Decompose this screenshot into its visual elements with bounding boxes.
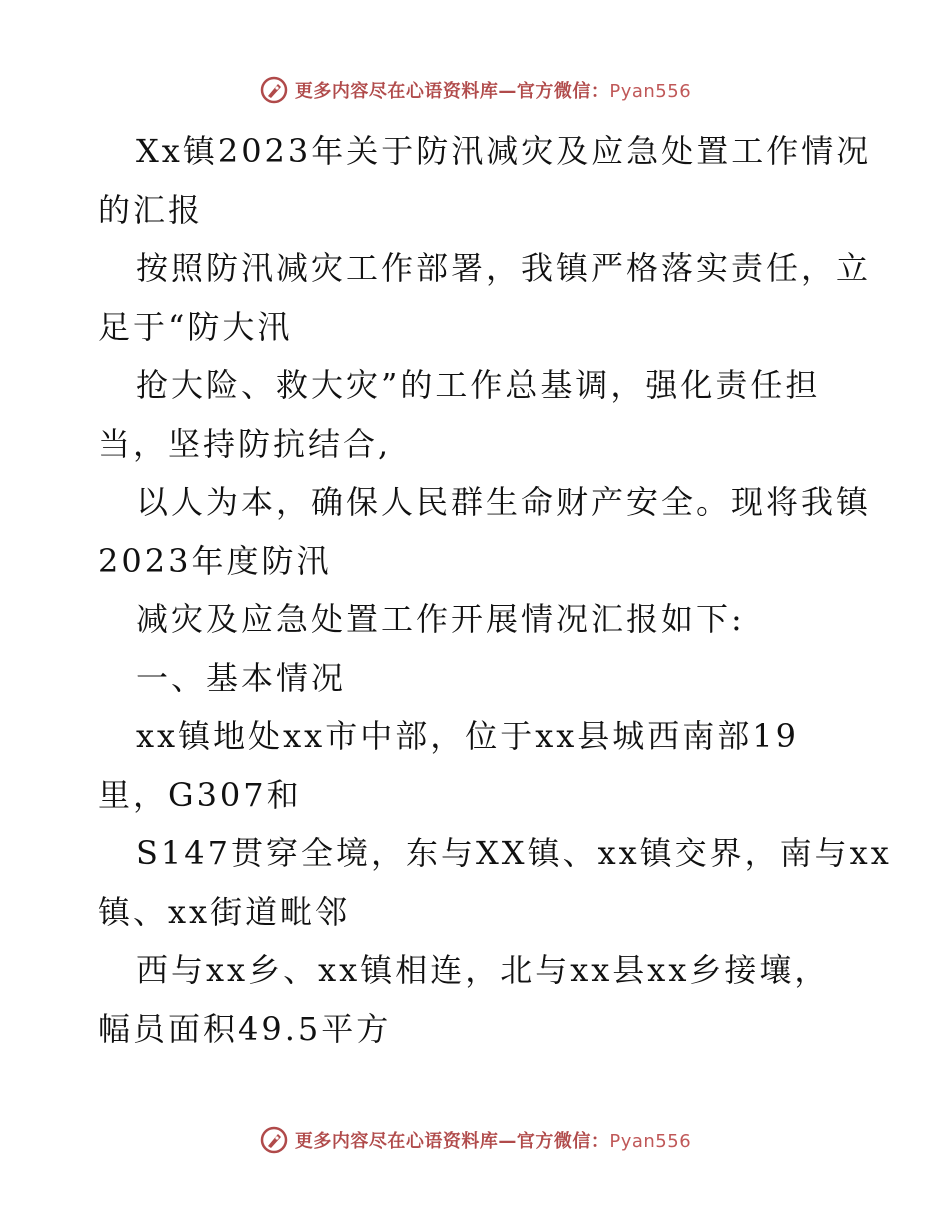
- pen-nib-logo-icon: [259, 1125, 289, 1155]
- document-line: 的汇报: [98, 190, 204, 229]
- document-line: 镇、xx街道毗邻: [98, 892, 351, 931]
- document-line: 以人为本，确保人民群生命财产安全。现将我镇: [136, 483, 872, 521]
- document-line: 里，G307和: [98, 775, 302, 814]
- watermark-text: 更多内容尽在心语资料库—官方微信：Pyan556: [294, 81, 692, 102]
- document-line: 减灾及应急处置工作开展情况汇报如下:: [136, 600, 745, 638]
- document-line: 2023年度防汛: [98, 541, 332, 580]
- document-line: 按照防汛减灾工作部署，我镇严格落实责任，立: [136, 249, 872, 287]
- document-line: Xx镇2023年关于防汛减灾及应急处置工作情况: [136, 132, 872, 170]
- document-line: 一、基本情况: [136, 658, 347, 697]
- header-watermark: [0, 70, 950, 110]
- document-line: 当，坚持防抗结合,: [98, 424, 392, 463]
- document-line: 西与xx乡、xx镇相连，北与xx县xx乡接壤，: [136, 951, 830, 989]
- document-body: [98, 122, 892, 1058]
- footer-watermark: [0, 1120, 950, 1160]
- pen-nib-logo-icon: [259, 75, 289, 105]
- document-line: 抢大险、救大灾”的工作总基调，强化责任担: [136, 366, 821, 404]
- document-line: xx镇地处xx市中部，位于xx县城西南部19: [136, 717, 800, 755]
- document-line: 幅员面积49.5平方: [98, 1009, 392, 1048]
- watermark-text: 更多内容尽在心语资料库—官方微信：Pyan556: [294, 1131, 692, 1152]
- document-line: 足于“防大汛: [98, 307, 293, 346]
- document-line: S147贯穿全境，东与XX镇、xx镇交界，南与xx: [136, 834, 892, 872]
